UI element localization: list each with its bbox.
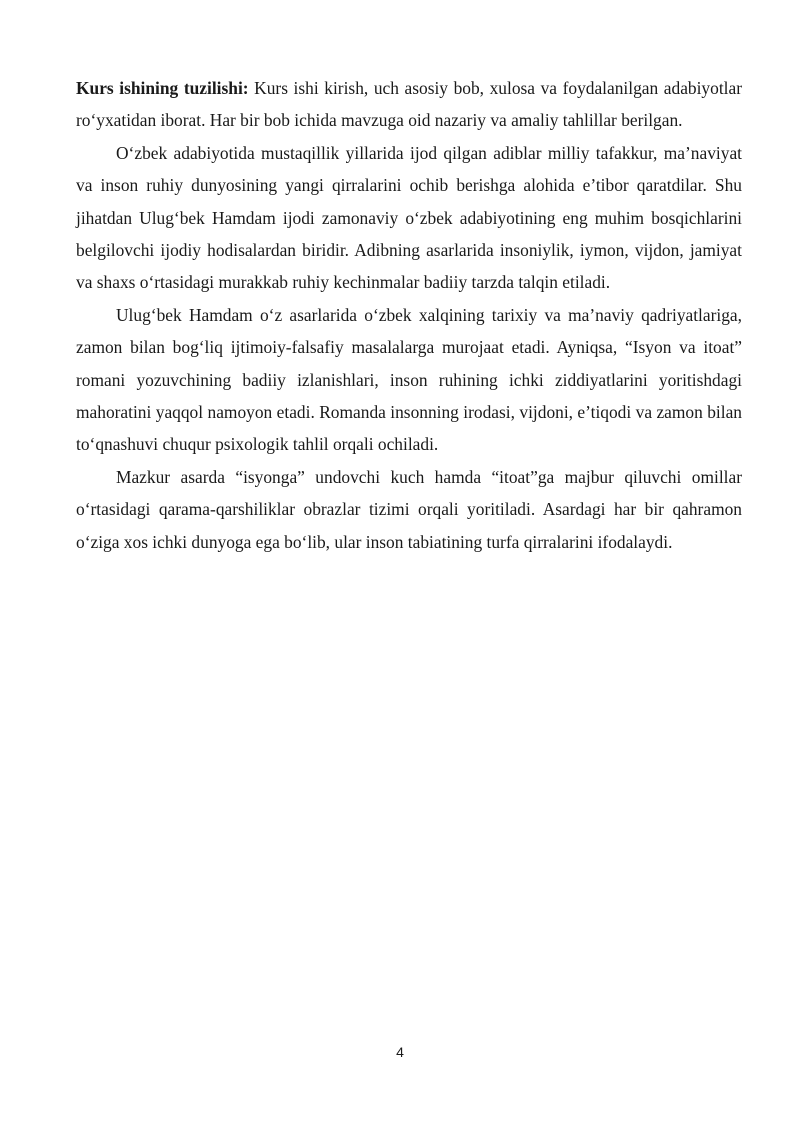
structure-text: Kurs ishi kirish, uch asosiy bob, xulosa va foydalanilgan adabiyotlar ro‘yxatidan iborat. Har bir bob ichida mavzuga oid nazariy va amaliy tahlillar berilgan. — [76, 78, 743, 131]
structure-paragraph — [76, 72, 742, 137]
paragraph-2: O‘zbek adabiyotida mustaqillik yillarida ijod qilgan adiblar milliy tafakkur, ma’naviyat va inson ruhiy dunyosining yangi qirralarini ochib berishga alohida e’tibor qaratdilar. Shu jihatdan Ulug‘bek Hamdam ijodi zamonaviy o‘zbek adabiyotining eng muhim bosqichlarini belgilovchi ijodiy hodisalardan biridir. Adibning asarlarida insoniylik, iymon, vijdon, jamiyat va shaxs o‘rtasidagi murakkab ruhiy kechinmalar badiiy tarzda talqin etiladi. — [76, 142, 742, 293]
body-text — [76, 72, 742, 558]
structure-heading: Kurs ishining tuzilishi: — [76, 78, 249, 98]
page-number: 4 — [396, 1044, 404, 1060]
paragraph-3: Ulug‘bek Hamdam o‘z asarlarida o‘zbek xalqining tarixiy va ma’naviy qadriyatlariga, zamon bilan bog‘liq ijtimoiy-falsafiy masalalarga murojaat etadi. Ayniqsa, “Isyon va itoat” romani yozuvchining badiiy izlanishlari, inson ruhining ichki ziddiyatlarini yoritishdagi mahoratini yaqqol namoyon etadi. Romanda insonning irodasi, vijdoni, e’tiqodi va zamon bilan to‘qnashuvi chuqur psixologik tahlil orqali ochiladi. — [76, 304, 742, 455]
paragraph-4: Mazkur asarda “isyonga” undovchi kuch hamda “itoat”ga majbur qiluvchi omillar o‘rtasidagi qarama-qarshiliklar obrazlar tizimi orqali yoritiladi. Asardagi har bir qahramon o‘ziga xos ichki dunyoga ega bo‘lib, ular inson tabiatining turfa qirralarini ifodalaydi. — [76, 466, 742, 552]
